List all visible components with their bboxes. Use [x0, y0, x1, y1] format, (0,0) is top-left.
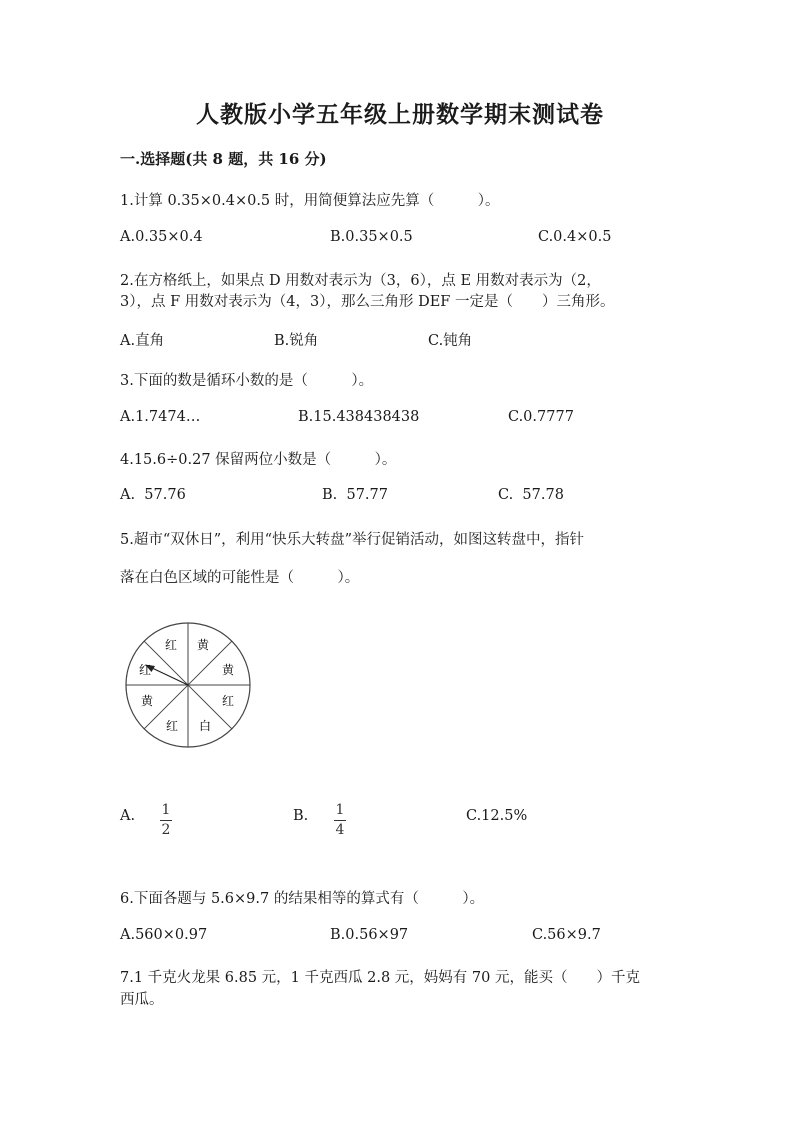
question-2-line1: 2.在方格纸上，如果点 D 用数对表示为（3，6），点 E 用数对表示为（2，: [120, 273, 601, 289]
question-7-line2: 西瓜。: [120, 992, 164, 1008]
q4-option-a: A. 57.76: [120, 487, 186, 503]
fraction-numerator: 1: [335, 802, 345, 818]
sector-label: 红: [221, 694, 235, 708]
question-3: 3.下面的数是循环小数的是（ ）。: [120, 373, 374, 389]
spinner-diagram: [118, 618, 258, 758]
q1-option-b: B.0.35×0.5: [330, 229, 413, 245]
sector-label: 黄: [196, 638, 210, 652]
q2-option-c: C.钝角: [428, 333, 473, 349]
page-title: 人教版小学五年级上册数学期末测试卷: [196, 101, 604, 128]
q4-option-b: B. 57.77: [322, 487, 388, 503]
fraction-numerator: 1: [161, 802, 171, 818]
sector-label: 红: [138, 663, 152, 677]
q3-option-c: C.0.7777: [508, 409, 574, 425]
q4-option-c: C. 57.78: [498, 487, 564, 503]
question-4: 4.15.6÷0.27 保留两位小数是（ ）。: [120, 452, 397, 468]
sector-label: 红: [165, 719, 179, 733]
q6-option-c: C.56×9.7: [532, 927, 601, 943]
q3-option-b: B.15.438438438: [298, 409, 420, 425]
sector-label: 黄: [140, 694, 154, 708]
question-2-line2: 3），点 F 用数对表示为（4，3），那么三角形 DEF 一定是（ ）三角形。: [120, 294, 615, 310]
q6-option-b: B.0.56×97: [330, 927, 409, 943]
q5-option-b-label: B.: [293, 808, 309, 824]
q5-option-a-fraction: [160, 799, 172, 838]
question-6: 6.下面各题与 5.6×9.7 的结果相等的算式有（ ）。: [120, 891, 485, 907]
q5-option-b-fraction: [334, 799, 346, 838]
q5-option-c: C.12.5%: [466, 808, 528, 824]
question-1: 1.计算 0.35×0.4×0.5 时，用简便算法应先算（ ）。: [120, 193, 500, 209]
q1-option-a: A.0.35×0.4: [120, 229, 203, 245]
question-5-line1: 5.超市“双休日”，利用“快乐大转盘”举行促销活动，如图这转盘中，指针: [120, 532, 584, 548]
q2-option-b: B.锐角: [274, 333, 319, 349]
q3-option-a: A.1.7474…: [120, 409, 201, 425]
fraction-denominator: 4: [335, 822, 345, 838]
q1-option-c: C.0.4×0.5: [538, 229, 612, 245]
fraction-denominator: 2: [161, 822, 171, 838]
q6-option-a: A.560×0.97: [120, 927, 208, 943]
sector-label: 红: [164, 638, 178, 652]
question-5-line2: 落在白色区域的可能性是（ ）。: [120, 570, 360, 586]
question-7-line1: 7.1 千克火龙果 6.85 元，1 千克西瓜 2.8 元，妈妈有 70 元，能买（ ）千克: [120, 970, 640, 986]
sector-label: 白: [198, 719, 212, 733]
section-heading: 一.选择题(共 8 题，共 16 分): [120, 150, 327, 168]
q5-option-a-label: A.: [120, 808, 136, 824]
q2-option-a: A.直角: [120, 333, 165, 349]
sector-label: 黄: [221, 663, 235, 677]
